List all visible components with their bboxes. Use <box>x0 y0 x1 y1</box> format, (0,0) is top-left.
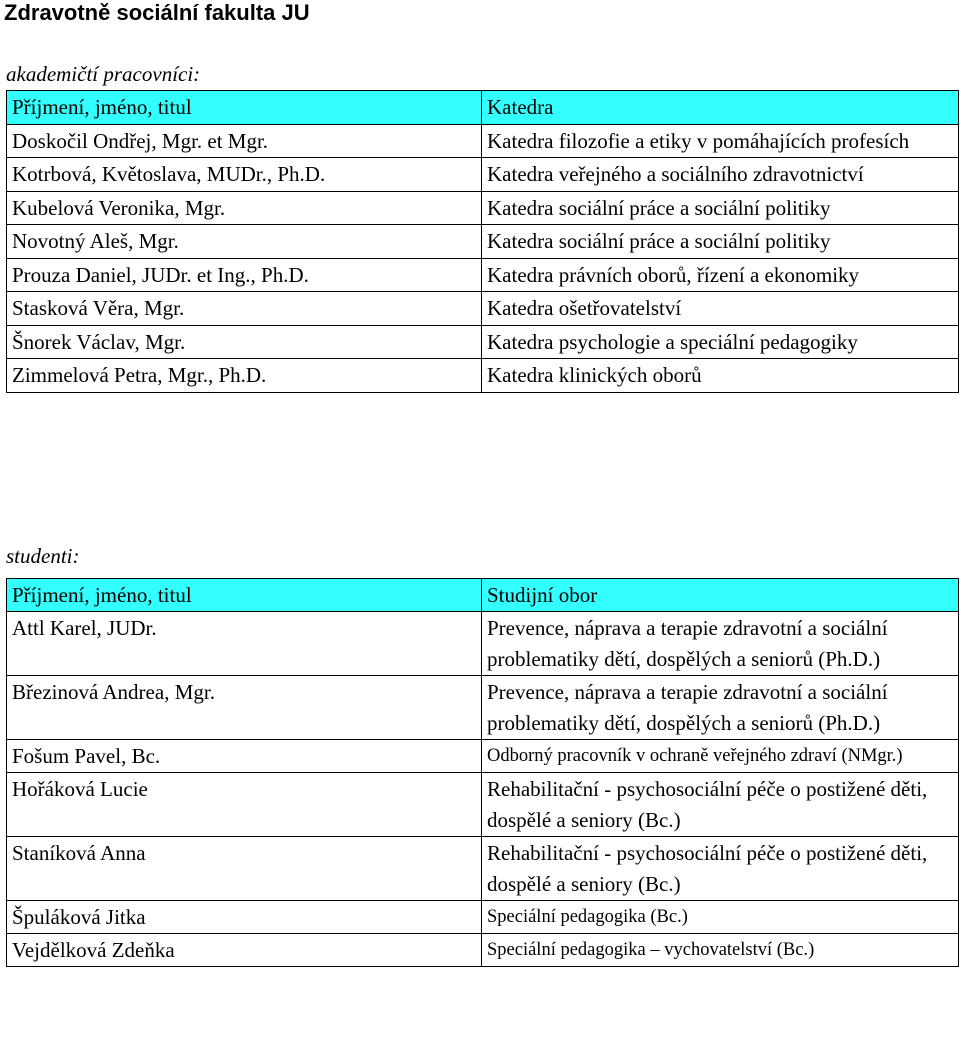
header-name: Příjmení, jméno, titul <box>7 579 482 612</box>
table-row <box>7 612 959 676</box>
academics-header-row <box>7 91 959 125</box>
student-program: Speciální pedagogika – vychovatelství (Bc.) <box>482 934 959 967</box>
table-row <box>7 901 959 934</box>
header-department: Katedra <box>482 91 959 125</box>
header-study-program: Studijní obor <box>482 579 959 612</box>
table-row <box>7 191 959 225</box>
student-program: Rehabilitační - psychosociální péče o postižené děti, dospělé a seniory (Bc.) <box>482 837 959 901</box>
student-name: Staníková Anna <box>7 837 482 901</box>
academics-table <box>6 90 959 393</box>
table-row <box>7 258 959 292</box>
table-row <box>7 292 959 326</box>
academic-name: Kotrbová, Květoslava, MUDr., Ph.D. <box>7 158 482 192</box>
academic-department: Katedra psychologie a speciální pedagogiky <box>482 325 959 359</box>
students-heading: studenti: <box>6 544 80 568</box>
students-table <box>6 578 959 967</box>
student-name: Fošum Pavel, Bc. <box>7 740 482 773</box>
students-header-row <box>7 579 959 612</box>
table-row <box>7 837 959 901</box>
academic-department: Katedra veřejného a sociálního zdravotnictví <box>482 158 959 192</box>
student-program: Speciální pedagogika (Bc.) <box>482 901 959 934</box>
student-program: Prevence, náprava a terapie zdravotní a sociální problematiky dětí, dospělých a seniorů (Ph.D.) <box>482 612 959 676</box>
table-row <box>7 225 959 259</box>
academics-heading: akademičtí pracovníci: <box>6 62 201 86</box>
student-program: Odborný pracovník v ochraně veřejného zdraví (NMgr.) <box>482 740 959 773</box>
academic-department: Katedra filozofie a etiky v pomáhajících profesích <box>482 124 959 158</box>
table-row <box>7 124 959 158</box>
student-program: Prevence, náprava a terapie zdravotní a sociální problematiky dětí, dospělých a seniorů (Ph.D.) <box>482 676 959 740</box>
table-row <box>7 740 959 773</box>
table-row <box>7 676 959 740</box>
academic-name: Zimmelová Petra, Mgr., Ph.D. <box>7 359 482 393</box>
student-name: Špuláková Jitka <box>7 901 482 934</box>
student-name: Vejdělková Zdeňka <box>7 934 482 967</box>
academic-department: Katedra sociální práce a sociální politiky <box>482 225 959 259</box>
academic-name: Doskočil Ondřej, Mgr. et Mgr. <box>7 124 482 158</box>
academic-name: Stasková Věra, Mgr. <box>7 292 482 326</box>
table-row <box>7 934 959 967</box>
academic-name: Prouza Daniel, JUDr. et Ing., Ph.D. <box>7 258 482 292</box>
table-row <box>7 359 959 393</box>
academic-department: Katedra klinických oborů <box>482 359 959 393</box>
academic-name: Kubelová Veronika, Mgr. <box>7 191 482 225</box>
academic-name: Šnorek Václav, Mgr. <box>7 325 482 359</box>
academic-department: Katedra sociální práce a sociální politiky <box>482 191 959 225</box>
table-row <box>7 773 959 837</box>
academic-name: Novotný Aleš, Mgr. <box>7 225 482 259</box>
table-row <box>7 158 959 192</box>
header-name: Příjmení, jméno, titul <box>7 91 482 125</box>
academic-department: Katedra právních oborů, řízení a ekonomiky <box>482 258 959 292</box>
page-title: Zdravotně sociální fakulta JU <box>4 0 310 25</box>
academic-department: Katedra ošetřovatelství <box>482 292 959 326</box>
student-name: Březinová Andrea, Mgr. <box>7 676 482 740</box>
student-name: Attl Karel, JUDr. <box>7 612 482 676</box>
table-row <box>7 325 959 359</box>
student-program: Rehabilitační - psychosociální péče o postižené děti, dospělé a seniory (Bc.) <box>482 773 959 837</box>
student-name: Hořáková Lucie <box>7 773 482 837</box>
